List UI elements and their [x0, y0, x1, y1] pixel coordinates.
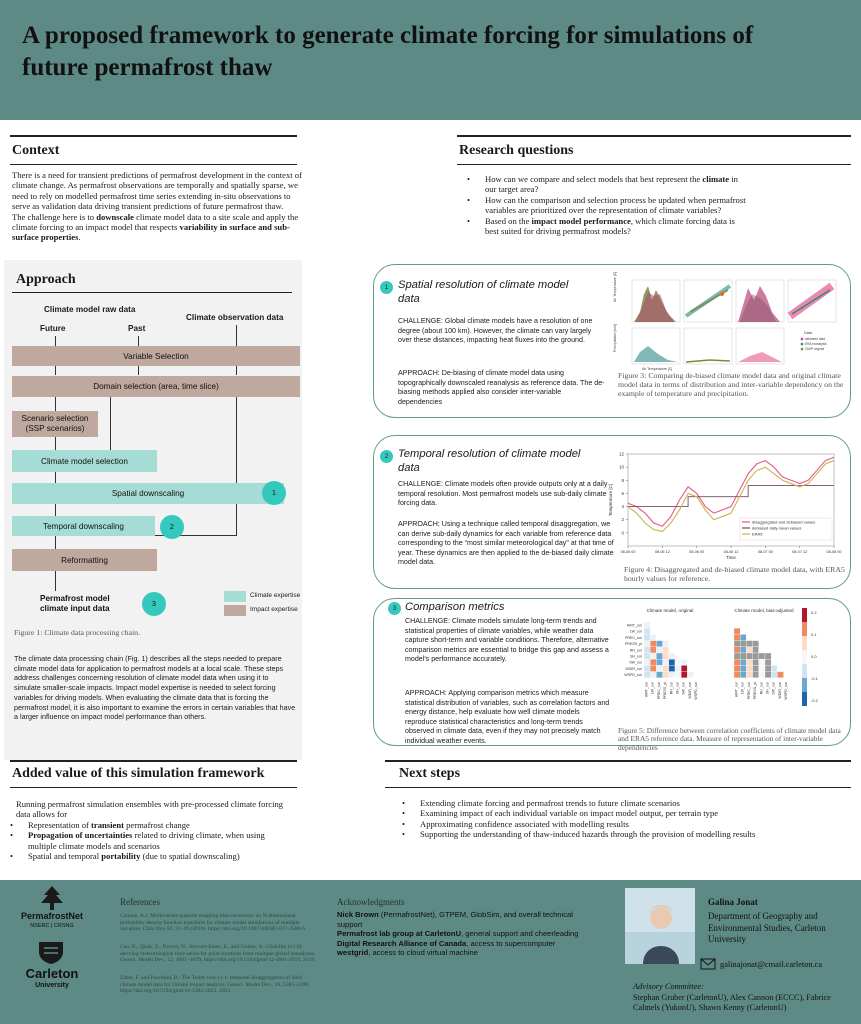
heatmap-cell — [650, 628, 656, 634]
heatmap-cell — [740, 641, 746, 647]
heatmap-cell — [759, 653, 765, 659]
box-2-approach: APPROACH: Using a technique called temporal disaggregation, we can derive sub-daily dynamics for each variable from reference data corresponding to the “most similar meteorological day” at that time of year. These dynamics are then applied to the de-biased daily climate model data. — [398, 520, 614, 567]
heatmap-cell — [753, 659, 759, 665]
author-photo — [625, 888, 695, 964]
fig5-col-label-left: PRESS_pl — [663, 682, 668, 699]
box-2-marker: 2 — [380, 450, 393, 463]
fig3-panel-hist-right — [736, 280, 784, 322]
heatmap-cell — [644, 665, 650, 671]
box-1-challenge: CHALLENGE: Global climate models have a resolution of one degree (about 100 km). However, the climate can vary largely over these distances, impacting heat fluxes into the ground. — [398, 317, 593, 345]
research-question-3: • Based on the impact model performance, which climate forcing data is best suited for driving permafrost models? — [459, 216, 749, 237]
next-steps-rule — [385, 760, 851, 762]
ack-item-2: Permafrost lab group at CarletonU, general support and cheerleading — [337, 929, 579, 939]
heatmap-cell — [644, 622, 650, 628]
heatmap-cell — [734, 653, 740, 659]
heatmap-cell — [675, 659, 681, 665]
fig4-x-tick-label: 08-08 00 — [826, 550, 842, 554]
fig4-y-tick-label: 8 — [621, 477, 624, 483]
fig3-legend-marker — [801, 343, 804, 346]
box-1-title: Spatial resolution of climate model data — [398, 279, 569, 305]
heatmap-cell — [656, 647, 662, 653]
ack-item-4: westgrid, access to cloud virtual machine — [337, 948, 478, 958]
fig5-col-label-right: LW_sur — [740, 682, 745, 695]
legend-impact-swatch — [224, 605, 246, 616]
heatmap-cell — [784, 672, 790, 678]
approach-description: The climate data processing chain (Fig. 1) describes all the steps needed to prepare climate model data for application to permafrost models at a local scale. These steps address challenges concerning resolution of climate model data when using it to simulate smaller-scale impacts. Impact model expertise is needed to select forcing variables for driving models. When evaluating the climate data that is forcing the permafrost model, it is also important to examine the errors in certain variables that have a larger influence on impact model performance than others. — [14, 654, 296, 722]
fig4-y-tick-label: 4 — [621, 504, 624, 510]
heatmap-cell — [734, 665, 740, 671]
fig5-row-label: WSPD_sur — [624, 673, 642, 678]
box-2-challenge: CHALLENGE: Climate models often provide outputs only at a daily temporal resolution. Most permafrost models use sub-daily climate forcing data. — [398, 480, 608, 508]
heatmap-cell — [740, 665, 746, 671]
heatmap-cell — [759, 672, 765, 678]
heatmap-cell — [759, 647, 765, 653]
carleton-logo-sub: University — [35, 982, 69, 989]
added-value-rule-2 — [10, 787, 297, 788]
next-steps-list — [394, 798, 774, 840]
reformatting-box: Reformatting — [12, 549, 157, 571]
heatmap-cell — [669, 647, 675, 653]
heatmap-cell — [765, 653, 771, 659]
fig5-colorbar-segment — [802, 650, 807, 664]
heatmap-cell — [694, 672, 700, 678]
fig4-x-tick-label: 08-05 00 — [620, 550, 636, 554]
committee-members: Stephan Gruber (CarletonU), Alex Cannon (ECCC), Fabrice Calmels (YukonU), Shawn Kenny (CarletonU) — [633, 993, 831, 1012]
fig3-legend-item: CMIP original — [805, 347, 825, 351]
flow-line — [236, 504, 237, 536]
added-value-item-2: • Propagation of uncertainties related to driving climate, when using multiple climate models and scenarios — [2, 830, 284, 851]
fig5-row-label: SW_sur — [629, 660, 642, 665]
heatmap-cell — [650, 665, 656, 671]
fig5-colorbar-segment — [802, 608, 807, 622]
heatmap-cell — [765, 672, 771, 678]
fig4-x-tick-label: 08-06 00 — [689, 550, 705, 554]
heatmap-cell — [740, 653, 746, 659]
flow-line — [138, 366, 139, 375]
scenario-selection-box: Scenario selection (SSP scenarios) — [12, 411, 98, 437]
email-icon — [700, 958, 716, 970]
heatmap-cell — [681, 659, 687, 665]
flow-line — [55, 437, 56, 450]
fig5-col-label-left: WDIR_sur — [687, 682, 692, 699]
fig5-colorbar-label: 0.2 — [811, 610, 817, 615]
added-value-rule — [10, 760, 297, 762]
ack-item-3: Digital Research Alliance of Canada, access to supercomputer — [337, 938, 556, 948]
heatmap-cell — [644, 634, 650, 640]
heatmap-cell — [663, 672, 669, 678]
heatmap-cell — [765, 665, 771, 671]
next-steps-heading: Next steps — [399, 766, 461, 781]
flow-line — [138, 336, 139, 346]
added-value-heading: Added value of this simulation framework — [12, 766, 265, 781]
next-steps-rule-2 — [385, 787, 851, 788]
research-rule — [457, 135, 851, 137]
fig4-y-tick-label: 0 — [621, 530, 624, 536]
box-3-approach: APPROACH: Applying comparison metrics which measure statistical distribution of variables, such as correlation factors and energy distance, help evaluate how well climate models reproduce statistical characteristics and long-term trends observed in climate data, even if they may not precisely match individual weather events. — [405, 689, 610, 745]
flow-line — [236, 397, 237, 483]
heatmap-cell — [746, 653, 752, 659]
permafrostnet-tree-icon — [38, 884, 66, 912]
fig5-colorbar-label: 0.0 — [811, 654, 817, 659]
heatmap-cell — [675, 653, 681, 659]
variable-selection-box: Variable Selection — [12, 346, 300, 366]
fig3-legend-title: Data — [804, 331, 813, 335]
fig3-panel-scatter-left — [684, 280, 732, 322]
fig5-colorbar-segment — [802, 636, 807, 650]
heatmap-cell — [734, 647, 740, 653]
heatmap-cell — [663, 659, 669, 665]
output-label: Permafrost model climate input data — [40, 594, 110, 613]
heatmap-cell — [753, 641, 759, 647]
temporal-downscaling-box: Temporal downscaling — [12, 516, 155, 536]
figure-3-scatter-panels — [610, 272, 840, 372]
flow-line — [236, 325, 237, 346]
flow-line — [236, 366, 237, 375]
fig5-row-label: PREC_sur — [625, 635, 642, 640]
fig5-row-label: PRESS_pl — [625, 642, 642, 647]
heatmap-cell — [734, 672, 740, 678]
flow-line — [55, 571, 56, 591]
step-1-marker: 1 — [262, 481, 286, 505]
fig3-ylabel-bottom: Precipitation [mm] — [613, 323, 617, 352]
heatmap-cell — [746, 641, 752, 647]
domain-selection-box: Domain selection (area, time slice) — [12, 376, 300, 397]
figure-5-caption: Figure 5: Difference between correlation coefficients of climate model data and ERA5 reference data. Measure of representation of inter-variable dependencies — [618, 726, 841, 752]
fig3-legend-marker — [801, 338, 804, 341]
heatmap-cell — [656, 641, 662, 647]
heatmap-cell — [650, 647, 656, 653]
reference-2: Cao, B., Quan, X., Brown, N., Stewart-Jones, E., and Gruber, S.: GlobSim (v1.0): deriving meteorological time series for point locations from multiple global reanalyses, Geosci. Model Dev., 12, 4661–4679, https://doi.org/10.5194/gmd-12-4661-2019, 2019. — [120, 944, 316, 964]
box-2-title: Temporal resolution of climate model data — [398, 448, 581, 474]
reference-1: Cannon, A.J. Multivariate quantile mapping bias correction: an N-dimensional probability density function transform for climate model simulations of multiple variables. Clim Dyn 50, 31–49 (2018). https://doi.org/10.1007/s00382-017-3580-6 — [120, 913, 305, 933]
heatmap-cell — [734, 641, 740, 647]
heatmap-cell — [650, 672, 656, 678]
heatmap-cell — [650, 634, 656, 640]
fig5-col-label-right: SW_sur — [771, 682, 776, 695]
box-3-challenge: CHALLENGE: Climate models simulate long-term trends and statistical properties of climate variables, while weather data capture short-term and variable conditions. Therefore, alternative comparison metrics are essential to bridge this gap and assess a model's performance accurately. — [405, 617, 609, 664]
heatmap-cell — [740, 634, 746, 640]
heatmap-cell — [771, 665, 777, 671]
figure-3-caption: Figure 3: Comparing de-biased climate model data and original climate model data in terms of distribution and inter-variable dependency on the example of temperature and precipitation. — [618, 371, 844, 398]
heatmap-cell — [746, 634, 752, 640]
flow-line — [55, 366, 56, 375]
spatial-downscaling-box: Spatial downscaling — [12, 483, 284, 504]
added-value-list — [2, 820, 284, 862]
fig4-x-tick-label: 08-07 00 — [757, 550, 773, 554]
fig4-legend-label: ERA5 — [752, 531, 763, 537]
heatmap-cell — [740, 628, 746, 634]
box-1-marker: 1 — [380, 281, 393, 294]
heatmap-cell — [663, 647, 669, 653]
fig5-row-label: WDIR_sur — [625, 666, 642, 671]
fig5-col-label-left: RH_sur — [669, 682, 674, 695]
step-3-marker: 3 — [142, 592, 166, 616]
fig5-title-left: Climate model, original — [646, 608, 694, 613]
heatmap-cell — [777, 672, 783, 678]
carleton-shield-icon — [36, 939, 66, 965]
heatmap-cell — [734, 622, 740, 628]
past-label: Past — [128, 324, 146, 333]
heatmap-cell — [753, 672, 759, 678]
fig5-title-right: Climate model, bias-adjusted — [734, 608, 794, 613]
fig5-col-label-right: PREC_sur — [746, 682, 751, 699]
heatmap-cell — [746, 659, 752, 665]
added-value-intro: Running permafrost simulation ensembles with pre-processed climate forcing data allows for — [16, 799, 284, 820]
fig4-legend-label: disaggregated and debiased values — [752, 519, 816, 525]
fig4-y-tick-label: 2 — [621, 517, 624, 523]
heatmap-cell — [675, 672, 681, 678]
legend-climate-swatch — [224, 591, 246, 602]
fig5-col-label-left: AIRT_sur — [644, 682, 649, 698]
raw-data-label: Climate model raw data — [44, 305, 136, 314]
flow-line — [55, 536, 56, 549]
figure-4-caption: Figure 4: Disaggregated and de-biased climate model data, with ERA5 hourly values for reference. — [624, 565, 845, 583]
context-paragraph-2: The challenge here is to downscale climate model data to a site scale and apply the climate forcing to an impact model that respects variability in surface and sub-surface properties. — [12, 211, 299, 243]
fig5-colorbar-segment — [802, 692, 807, 706]
heatmap-cell — [740, 672, 746, 678]
flow-line — [55, 336, 56, 346]
fig3-panel-hist-left — [632, 280, 680, 322]
flow-line — [55, 472, 56, 483]
heatmap-cell — [759, 659, 765, 665]
fig4-x-tick-label: 08-07 12 — [792, 550, 808, 554]
heatmap-cell — [734, 634, 740, 640]
box-1-approach: APPROACH: De-biasing of climate model data using topographically downscaled reanalysis as reference data. The de-biasing methods applied also consider inter-variable dependencies — [398, 369, 605, 406]
heatmap-cell — [644, 647, 650, 653]
heatmap-cell — [656, 672, 662, 678]
context-paragraph-1: There is a need for transient predictions of permafrost development in the context of climate change. As permafrost observations are temporally and spatially sparse, we need to rely on modelled permafrost time series extending in-situ observations to serve as validation data driving transient predictions of future permafrost thaw. — [12, 170, 302, 212]
fig5-row-label: LW_sur — [629, 629, 642, 634]
box-3-marker: 3 — [388, 602, 401, 615]
heatmap-cell — [753, 647, 759, 653]
research-list — [459, 174, 749, 236]
next-step-item: • Examining impact of each individual variable on impact model output, per terrain type — [394, 808, 774, 818]
model-selection-box: Climate model selection — [12, 450, 157, 472]
fig5-col-label-right: PRESS_pl — [753, 682, 758, 699]
heatmap-cell — [669, 672, 675, 678]
heatmap-cell — [681, 665, 687, 671]
future-label: Future — [40, 324, 66, 333]
fig3-legend-item: ERA reanalysis — [805, 342, 827, 346]
author-affiliation: Department of Geography and Environmental Studies, Carleton University — [708, 911, 826, 944]
heatmap-cell — [656, 659, 662, 665]
fig4-y-axis-label: Temperature [C] — [608, 483, 613, 517]
added-value-item-3: • Spatial and temporal portability (due to spatial downscaling) — [2, 851, 284, 861]
heatmap-cell — [644, 672, 650, 678]
fig3-xlabel: Air Temperature [C] — [642, 367, 673, 371]
fig3-ylabel-top: Air Temperature [C] — [613, 272, 617, 302]
fig3-legend-item: debiased data — [805, 337, 826, 341]
fig3-panel-precip-left — [632, 328, 680, 364]
research-rule-2 — [457, 164, 851, 165]
reference-3: Zabel, F. and Poschlod, B.: The Teddy tool v1.1: temporal disaggregation of daily climate model data for climate impact analysis, Geosci. Model Dev., 16, 5383–5399, https://doi.org/10.5194/gmd-16-5383-2023, 2023. — [120, 975, 310, 995]
added-value-item-1: • Representation of transient permafrost change — [2, 820, 284, 830]
fig4-legend-label: debiased daily mean values — [752, 525, 802, 531]
fig3-panel-precip-right — [736, 328, 784, 364]
heatmap-cell — [687, 665, 693, 671]
heatmap-cell — [669, 665, 675, 671]
research-heading: Research questions — [459, 143, 574, 158]
heatmap-cell — [644, 653, 650, 659]
acknowledgments-text — [337, 910, 595, 958]
heatmap-cell — [753, 665, 759, 671]
fig5-col-label-right: WDIR_sur — [777, 682, 782, 699]
observation-label: Climate observation data — [186, 313, 284, 322]
figure-1-caption: Figure 1: Climate data processing chain. — [14, 628, 141, 637]
fig5-col-label-right: AIRT_sur — [734, 682, 739, 698]
heatmap-cell — [740, 647, 746, 653]
fig5-colorbar-segment — [802, 622, 807, 636]
fig5-row-label: SH_sur — [630, 654, 642, 659]
fig5-col-label-left: LW_sur — [650, 682, 655, 695]
fig5-col-label-left: SW_sur — [681, 682, 686, 695]
context-rule — [10, 135, 297, 137]
fig5-colorbar-label: -0.2 — [811, 698, 818, 703]
ack-item-1: Nick Brown (PermafrostNet), GTPEM, GlobSim, and overall technical support — [337, 910, 573, 929]
step-2-marker: 2 — [160, 515, 184, 539]
figure-4-line-chart — [604, 448, 844, 568]
next-step-item: • Approximating confidence associated with modelling results — [394, 819, 774, 829]
fig5-row-label: RH_sur — [629, 648, 642, 653]
fig5-colorbar-label: 0.1 — [811, 632, 817, 637]
approach-heading: Approach — [16, 272, 76, 287]
fig4-x-axis-label: Time — [726, 555, 736, 560]
heatmap-cell — [656, 665, 662, 671]
heatmap-cell — [681, 672, 687, 678]
fig5-colorbar-segment — [802, 678, 807, 692]
fig4-y-tick-label: 12 — [618, 451, 624, 457]
heatmap-cell — [746, 672, 752, 678]
heatmap-cell — [759, 665, 765, 671]
heatmap-cell — [746, 647, 752, 653]
heatmap-cell — [663, 665, 669, 671]
permafrostnet-logo-sub: NSERC | CRSNG — [30, 923, 74, 929]
box-3-title: Comparison metrics — [405, 601, 505, 613]
fig5-colorbar-segment — [802, 664, 807, 678]
context-heading: Context — [12, 143, 60, 158]
context-rule-2 — [10, 164, 297, 165]
figure-5-heatmaps — [614, 604, 838, 726]
legend-impact-label: Impact expertise — [250, 606, 298, 613]
committee-heading: Advisory Committee: — [633, 982, 704, 991]
heatmap-cell — [656, 653, 662, 659]
heatmap-cell — [669, 653, 675, 659]
heatmap-cell — [663, 653, 669, 659]
heatmap-cell — [650, 653, 656, 659]
heatmap-cell — [771, 672, 777, 678]
heatmap-cell — [644, 641, 650, 647]
fig5-col-label-left: WSPD_sur — [694, 682, 699, 700]
fig4-y-tick-label: 10 — [618, 464, 624, 470]
heatmap-cell — [746, 665, 752, 671]
heatmap-cell — [656, 634, 662, 640]
context-text — [12, 170, 302, 243]
carleton-logo-text: Carleton — [25, 966, 79, 981]
heatmap-cell — [771, 659, 777, 665]
fig4-x-tick-label: 08-06 12 — [723, 550, 739, 554]
fig4-x-tick-label: 08-05 12 — [654, 550, 670, 554]
author-email[interactable]: galinajonat@cmail.carleton.ca — [720, 960, 823, 969]
fig5-col-label-right: WSPD_sur — [784, 682, 789, 700]
fig5-col-label-left: PREC_sur — [656, 682, 661, 699]
legend-climate-label: Climate expertise — [250, 592, 301, 599]
fig5-col-label-right: SH_sur — [765, 682, 770, 694]
fig5-colorbar-label: -0.1 — [811, 676, 818, 681]
research-question-1: • How can we compare and select models that best represent the climate in our target area? — [459, 174, 749, 195]
heatmap-cell — [650, 641, 656, 647]
next-step-item: • Extending climate forcing and permafrost trends to future climate scenarios — [394, 798, 774, 808]
fig3-legend-marker — [801, 348, 804, 351]
fig4-y-tick-label: 6 — [621, 490, 624, 496]
author-name: Galina Jonat — [708, 897, 758, 907]
heatmap-cell — [734, 659, 740, 665]
references-heading: References — [120, 897, 160, 907]
approach-rule — [12, 292, 292, 293]
fig5-col-label-left: SH_sur — [675, 682, 680, 694]
heatmap-cell — [663, 641, 669, 647]
heatmap-cell — [669, 659, 675, 665]
heatmap-cell — [753, 653, 759, 659]
flow-line — [55, 504, 56, 516]
heatmap-cell — [740, 659, 746, 665]
permafrostnet-logo-text: PermafrostNet — [20, 911, 84, 921]
fig5-row-label: AIRT_sur — [626, 623, 642, 628]
fig5-col-label-right: RH_sur — [759, 682, 764, 695]
next-step-item: • Supporting the understanding of thaw-induced hazards through the provision of modelling results — [394, 829, 774, 839]
poster-title: A proposed framework to generate climate forcing for simulations of future permafrost thaw — [22, 22, 754, 81]
heatmap-cell — [687, 672, 693, 678]
heatmap-cell — [650, 659, 656, 665]
heatmap-cell — [644, 659, 650, 665]
heatmap-cell — [765, 659, 771, 665]
fig3-panel-precip-mid — [684, 328, 732, 364]
flow-line — [110, 397, 111, 450]
fig3-panel-scatter-right — [788, 280, 836, 322]
flow-line — [55, 397, 56, 411]
research-question-2: • How can the comparison and selection process be updated when permafrost variables are prioritized over the representation of climate variables? — [459, 195, 749, 216]
heatmap-cell — [734, 628, 740, 634]
heatmap-cell — [644, 628, 650, 634]
acknowledgments-heading: Acknowledgments — [337, 897, 405, 907]
heatmap-cell — [675, 665, 681, 671]
heatmap-cell — [777, 665, 783, 671]
